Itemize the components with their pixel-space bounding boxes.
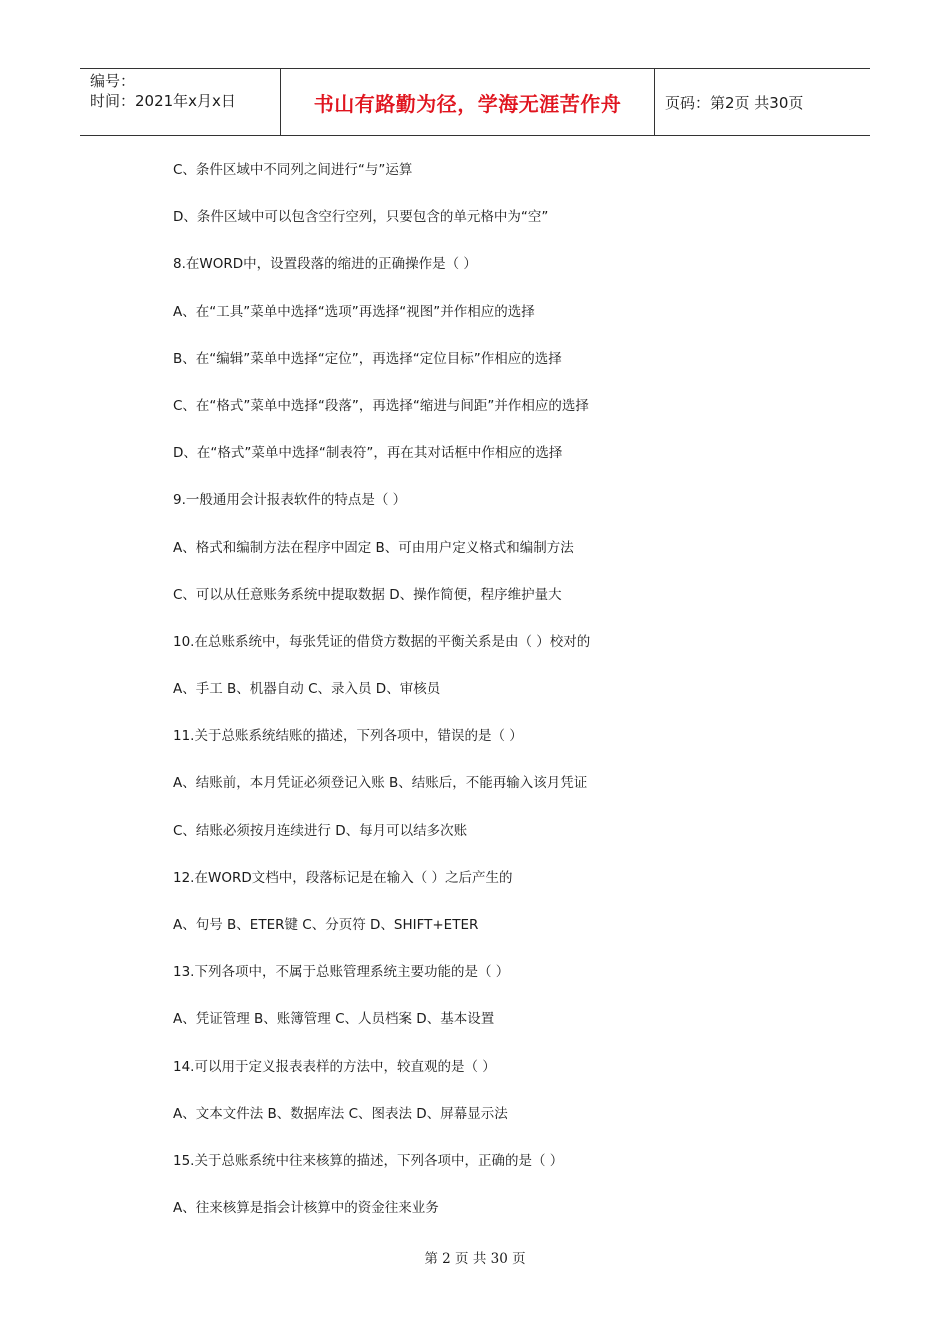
question-15: 15.关于总账系统中往来核算的描述，下列各项中，正确的是（ ） xyxy=(173,1152,564,1169)
question-9: 9.一般通用会计报表软件的特点是（ ） xyxy=(173,492,407,509)
question-13: 13.下列各项中，不属于总账管理系统主要功能的是（ ） xyxy=(173,964,510,981)
text-line: A、手工 B、机器自动 C、录入员 D、审核员 xyxy=(173,681,441,698)
text-line: A、文本文件法 B、数据库法 C、图表法 D、屏幕显示法 xyxy=(173,1105,508,1122)
question-14: 14.可以用于定义报表表样的方法中，较直观的是（ ） xyxy=(173,1058,496,1075)
header-meta xyxy=(80,69,281,135)
text-line: A、凭证管理 B、账簿管理 C、人员档案 D、基本设置 xyxy=(173,1011,495,1028)
text-line: D、在“格式”菜单中选择“制表符”，再在其对话框中作相应的选择 xyxy=(173,445,563,462)
text-line: A、往来核算是指会计核算中的资金往来业务 xyxy=(173,1200,439,1217)
page-footer: 第 2 页 共 30 页 xyxy=(424,1251,526,1267)
document-number-label: 编号： xyxy=(90,72,136,90)
text-line: C、在“格式”菜单中选择“段落”，再选择“缩进与间距”并作相应的选择 xyxy=(173,397,589,414)
text-line: A、结账前，本月凭证必须登记入账 B、结账后，不能再输入该月凭证 xyxy=(173,775,588,792)
page-header xyxy=(80,68,870,136)
text-line: A、在“工具”菜单中选择“选项”再选择“视图”并作相应的选择 xyxy=(173,303,535,320)
text-line: C、可以从任意账务系统中提取数据 D、操作简便，程序维护量大 xyxy=(173,586,562,603)
text-line: A、格式和编制方法在程序中固定 B、可由用户定义格式和编制方法 xyxy=(173,539,574,556)
question-12: 12.在WORD文档中，段落标记是在输入（ ）之后产生的 xyxy=(173,869,513,886)
header-motto: 书山有路勤为径，学海无涯苦作舟 xyxy=(281,69,655,135)
text-line: C、结账必须按月连续进行 D、每月可以结多次账 xyxy=(173,822,468,839)
header-page-info: 页码：第2页 共30页 xyxy=(665,93,804,112)
question-8: 8.在WORD中，设置段落的缩进的正确操作是（ ） xyxy=(173,256,477,273)
text-line: C、条件区域中不同列之间进行“与”运算 xyxy=(173,162,413,178)
document-body xyxy=(173,160,873,1245)
question-11: 11.关于总账系统结账的描述，下列各项中，错误的是（ ） xyxy=(173,728,523,745)
document-time-label: 时间：2021年x月x日 xyxy=(90,92,236,110)
text-line: B、在“编辑”菜单中选择“定位”，再选择“定位目标”作相应的选择 xyxy=(173,350,562,367)
text-line: D、条件区域中可以包含空行空列，只要包含的单元格中为“空” xyxy=(173,209,549,226)
question-10: 10.在总账系统中，每张凭证的借贷方数据的平衡关系是由（ ）校对的 xyxy=(173,633,591,650)
text-line: A、句号 B、ETER键 C、分页符 D、SHIFT+ETER xyxy=(173,917,479,933)
